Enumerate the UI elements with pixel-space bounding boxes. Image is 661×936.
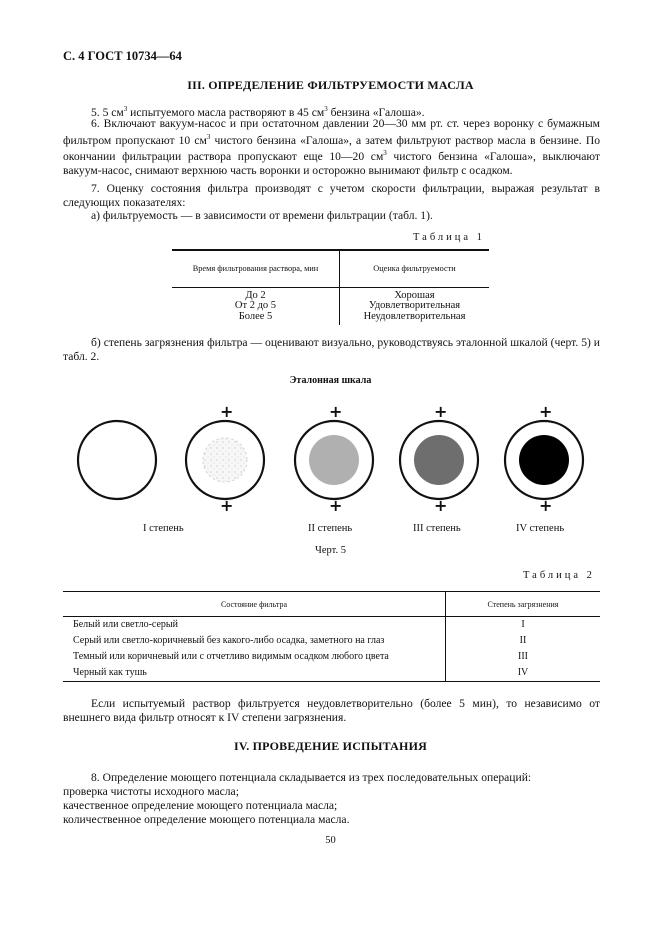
plus-mark: + (539, 496, 553, 515)
degree-label-1: I степень (143, 523, 184, 534)
table-1-time: До 2 (245, 290, 266, 301)
table-1 (172, 249, 489, 325)
table-2-degree: IV (446, 665, 601, 682)
table-row (63, 649, 600, 665)
list-item: количественное определение моющего потенциала масла. (63, 813, 350, 826)
table-2-header-degree: Степень загрязнения (446, 592, 601, 617)
table-row (63, 617, 600, 634)
table-2-header-state: Состояние фильтра (63, 592, 446, 617)
page-header: С. 4 ГОСТ 10734—64 (63, 49, 182, 63)
degree-label-2: II степень (308, 523, 353, 534)
table-1-time: Более 5 (238, 310, 273, 322)
filter-spot-degree-1 (203, 438, 247, 482)
table-2-state: Черный как тушь (63, 665, 446, 682)
figure-title: Эталонная шкала (289, 375, 372, 386)
plus-mark: + (329, 402, 343, 421)
paragraph-a: а) фильтруемость — в зависимости от времени фильтрации (табл. 1). (91, 209, 433, 222)
table-2-degree: I (521, 619, 525, 630)
table-row (63, 665, 600, 682)
table-1-rating: Удовлетворительная (368, 300, 461, 312)
section-3-title: III. ОПРЕДЕЛЕНИЕ ФИЛЬТРУЕМОСТИ МАСЛА (187, 78, 474, 92)
paragraph-7: 7. Оценку состояния фильтра производят с учетом скорости фильтрации, выражая результат в следующих показателях: (63, 182, 600, 209)
plus-mark: + (434, 496, 448, 515)
filter-spot-degree-4 (519, 435, 569, 485)
plus-mark: + (329, 496, 343, 515)
table-2-state: Белый или светло-серый (63, 617, 446, 634)
paragraph-5: 5. 5 $см^3$ испытуемого масла растворяют в 45 $см^3$ бензина «Галоша». (91, 105, 425, 119)
table-2-caption: Таблица 2 (523, 570, 595, 581)
table-1-rating: Хорошая (394, 290, 435, 301)
filter-spot-degree-3 (414, 435, 464, 485)
paragraph-8: 8. Определение моющего потенциала складывается из трех последовательных операций: (91, 771, 532, 784)
plus-mark: + (220, 496, 234, 515)
degree-label-3: III степень (413, 523, 461, 534)
paragraph-b: б) степень загрязнения фильтра — оценивают визуально, руководствуясь эталонной шкалой (черт. 5) и табл. 2. (63, 336, 600, 363)
table-1-caption: Таблица 1 (413, 232, 485, 243)
page-number: 50 (325, 835, 336, 846)
table-2-degree: II (519, 635, 527, 646)
list-item: качественное определение моющего потенциала масла; (63, 799, 338, 812)
table-2-degree: III (518, 651, 528, 662)
paragraph-after-table-2: Если испытуемый раствор фильтруется неудовлетворительно (более 5 мин), то независимо от внешнего вида фильтр относят к IV степени загрязнения. (63, 697, 600, 724)
table-2-state: Темный или коричневый или с отчетливо видимым осадком любого цвета (63, 649, 446, 665)
table-2-state: Серый или светло-коричневый без какого-либо осадка, заметного на глаз (63, 633, 446, 649)
table-row (63, 633, 600, 649)
table-1-ratings (340, 288, 490, 325)
table-1-header-rating: Оценка фильтруемости (340, 250, 490, 288)
figure-caption: Черт. 5 (315, 545, 346, 556)
plus-mark: + (220, 402, 234, 421)
plus-mark: + (539, 402, 553, 421)
filter-spot-degree-2 (309, 435, 359, 485)
table-1-time: От 2 до 5 (234, 300, 277, 312)
plus-mark: + (434, 402, 448, 421)
filter-circle-clean (78, 421, 156, 499)
table-2 (63, 591, 600, 682)
table-1-header-time: Время фильтрования раствора, мин (172, 250, 340, 288)
table-1-rating: Неудовлетворительная (363, 310, 466, 322)
table-1-times (172, 288, 340, 325)
list-item: проверка чистоты исходного масла; (63, 785, 239, 798)
degree-label-4: IV степень (516, 523, 565, 534)
paragraph-6: 6. Включают вакуум-насос и при остаточном давлении 20—30 мм рт. ст. через воронку с бумажным фильтром пропускают 10 $см^3$ чистого бензина «Галоша», а затем фильтруют раствор масла в бензине. По окончании фильтрации раствора пропускают еще 10—20 $см^3$ чистого бензина «Галоша», выключают вакуум-насос, снимают верхнюю часть воронки и осторожно вынимают фильтр с осадком. (63, 117, 600, 177)
section-4-title: IV. ПРОВЕДЕНИЕ ИСПЫТАНИЯ (234, 739, 427, 753)
